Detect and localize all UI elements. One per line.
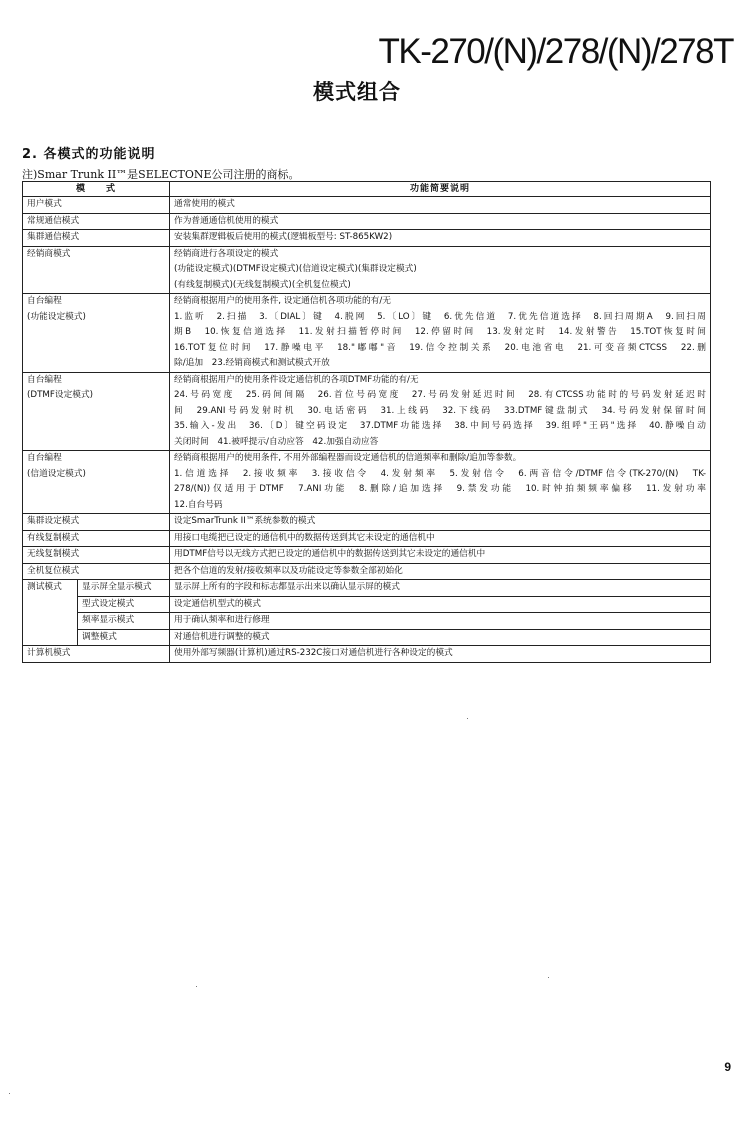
desc-cell [170,451,711,514]
desc-line: 关闭时间 41.被呼提示/自动应答 42.加强自动应答 [174,436,379,447]
scan-speck [467,718,468,719]
table-row [23,580,711,597]
desc-line: 显示屏上所有的字段和标志都显示出来以确认显示屏的模式 [174,582,400,592]
submode-cell: 型式设定模式 [78,596,170,613]
table-row [23,230,711,247]
mode-line: 自台编程 [27,453,62,463]
page-number: 9 [724,1060,731,1074]
desc-cell [170,629,711,646]
mode-line: 自台编程 [27,374,62,385]
table-row [23,547,711,564]
desc-line: 用DTMF信号以无线方式把已设定的通信机中的数据传送到其它未设定的通信机中 [174,549,486,559]
table-row [23,451,711,514]
mode-cell: 全机复位模式 [23,563,170,580]
section-heading: 2. 各模式的功能说明 [22,147,156,162]
table-row [23,213,711,230]
desc-line: 把各个信道的发射/接收频率以及功能设定等参数全部初始化 [174,565,403,576]
test-mode-cell: 测试模式 [23,580,78,646]
desc-cell [170,514,711,531]
mode-cell: 常规通信模式 [23,213,170,230]
mode-line: (DTMF设定模式) [27,390,94,400]
model-title: TK-270/(N)/278/(N)/278T [378,32,733,71]
desc-line: 经销商进行各项设定的模式 [174,248,279,259]
desc-line: 作为普通通信机使用的模式 [174,215,279,226]
desc-cell [170,372,711,451]
table-row [23,530,711,547]
page-subtitle: 模式组合 [313,80,401,104]
desc-cell [170,563,711,580]
table-row [23,563,711,580]
desc-line: 经销商根据用户的使用条件, 设定通信机各项功能的有/无 [174,296,391,306]
desc-cell [170,530,711,547]
mode-cell: 经销商模式 [23,246,170,294]
desc-line: 1.信道选择 2.接收频率 3.接收信令 4.发射频率 5.发射信令 6.两音信令/DTMF信令(TK-270/(N) TK- [174,468,706,479]
desc-line: (有线复制模式)(无线复制模式)(全机复位模式) [174,279,351,290]
mode-cell: 无线复制模式 [23,547,170,564]
desc-cell [170,580,711,597]
desc-line: 用于确认频率和进行修理 [174,615,270,625]
trademark-note: 注)Smar Trunk II™是SELECTONE公司注册的商标。 [22,168,300,181]
desc-line: 12.自台号码 [174,499,223,510]
desc-line: 1.监听 2.扫描 3.〔DIAL〕键 4.脱网 5.〔LO〕键 6.优先信道 7.优先信道选择 8.回扫周期A 9.回扫周 [174,311,706,322]
table-row [23,372,711,451]
submode-cell: 频率显示模式 [78,613,170,630]
desc-line: 安装集群逻辑板后使用的模式(逻辑板型号: ST-865KW2) [174,232,393,242]
desc-cell [170,246,711,294]
table-row [23,646,711,663]
mode-cell: 用户模式 [23,197,170,214]
table-row [23,596,711,613]
mode-cell [23,372,170,451]
desc-line: 使用外部写频器(计算机)通过RS-232C接口对通信机进行各种设定的模式 [174,648,453,658]
scan-speck [548,977,549,978]
desc-cell [170,197,711,214]
mode-cell: 计算机模式 [23,646,170,663]
mode-table [22,181,711,663]
desc-cell [170,230,711,247]
mode-line: (功能设定模式) [27,311,86,322]
mode-line: (信道设定模式) [27,468,86,479]
desc-line: 期B 10.恢复信道选择 11.发射扫描暂停时间 12.停留时间 13.发射定时 14.发射警告 15.TOT恢复时间 [174,327,706,337]
desc-cell [170,613,711,630]
desc-line: 16.TOT复位时间 17.静噪电平 18."嘟嘟"音 19.信令控制关系 20.电池省电 21.可变音频CTCSS 22.删 [174,342,706,353]
mode-cell [23,294,170,373]
mode-column-header: 模 式 [23,182,170,197]
submode-cell: 显示屏全显示模式 [78,580,170,597]
desc-line: 对通信机进行调整的模式 [174,631,270,642]
desc-line: 除/追加 23.经销商模式和测试模式开放 [174,358,330,368]
mode-cell: 有线复制模式 [23,530,170,547]
desc-line: 经销商根据用户的使用条件, 不用外部编程器而设定通信机的信道频率和删除/追加等参数。 [174,453,522,463]
table-row [23,294,711,373]
desc-line: 间 29.ANI号码发射时机 30.电话密码 31.上线码 32.下线码 33.DTMF键盘制式 34.号码发射保留时间 [174,405,706,416]
desc-line: (功能设定模式)(DTMF设定模式)(信道设定模式)(集群设定模式) [174,264,417,274]
table-header-row [23,182,711,197]
mode-cell: 集群通信模式 [23,230,170,247]
desc-cell [170,547,711,564]
mode-cell: 集群设定模式 [23,514,170,531]
table-row [23,613,711,630]
desc-line: 经销商根据用户的使用条件设定通信机的各项DTMF功能的有/无 [174,374,419,385]
table-row [23,514,711,531]
table-row [23,629,711,646]
submode-cell: 调整模式 [78,629,170,646]
scan-speck [9,1093,10,1094]
desc-line: 用接口电缆把已设定的通信机中的数据传送到其它未设定的通信机中 [174,532,435,543]
desc-line: 24.号码宽度 25.码间间隔 26.首位号码宽度 27.号码发射延迟时间 28.有CTCSS功能时的号码发射延迟时 [174,390,706,400]
scan-speck [196,986,197,987]
desc-cell [170,294,711,373]
desc-cell [170,213,711,230]
table-row [23,197,711,214]
desc-line: 设定通信机型式的模式 [174,598,261,609]
mode-line: 自台编程 [27,296,62,306]
desc-line: 35.输入-发出 36.〔D〕键空码设定 37.DTMF功能选择 38.中间号码选择 39.组呼"王码"选择 40.静噪自动 [174,421,706,431]
desc-line: 278/(N))仅适用于DTMF 7.ANI功能 8.删除/追加选择 9.禁发功能 10.时钟拍频频率偏移 11.发射功率 [174,484,706,494]
desc-column-header: 功能简要说明 [170,182,711,197]
desc-line: 设定SmarTrunk II™系统参数的模式 [174,516,316,526]
mode-cell [23,451,170,514]
desc-line: 通常使用的模式 [174,199,235,209]
desc-cell [170,646,711,663]
desc-cell [170,596,711,613]
table-row [23,246,711,294]
